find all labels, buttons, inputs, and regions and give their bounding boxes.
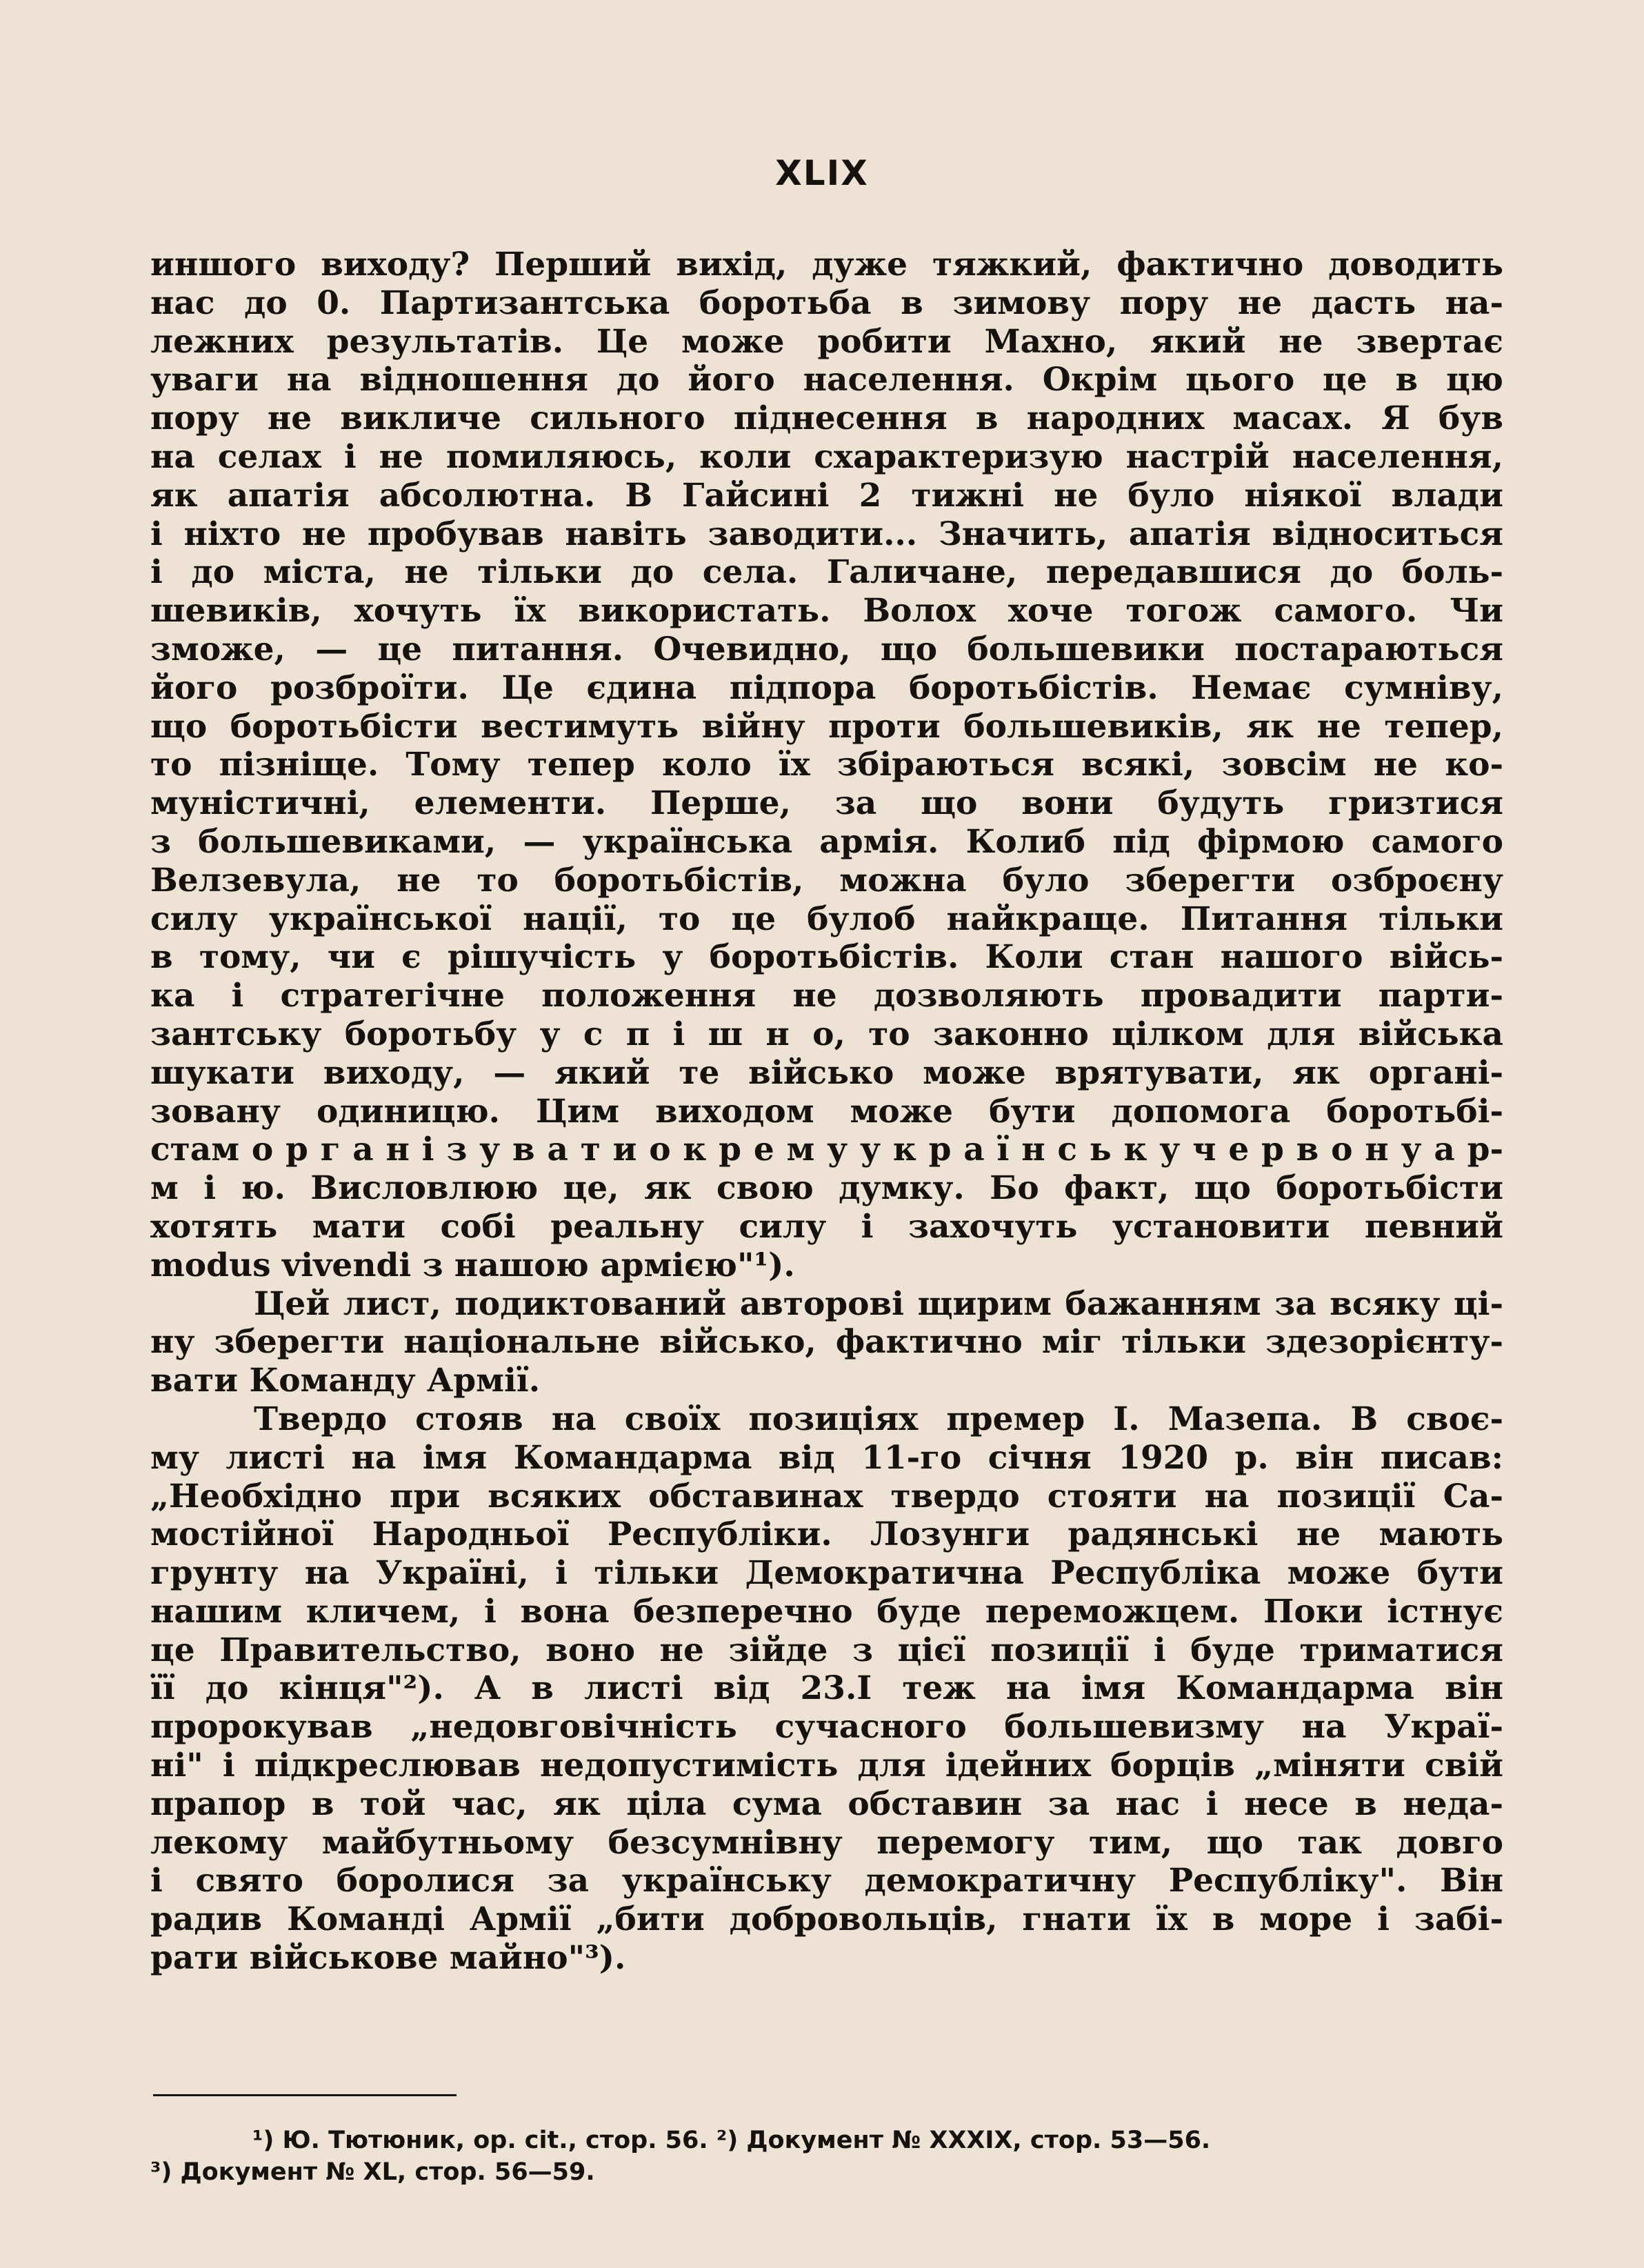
text-line: що боротьбісти вестимуть війну проти большевиків, як не тепер, xyxy=(150,707,1503,746)
text-line: вати Команду Армії. xyxy=(150,1362,541,1400)
text-line: мостійної Народньої Республіки. Лозунги радянські не мають xyxy=(150,1515,1503,1554)
text-line: пророкував „недовговічність сучасного большевизму на Украї- xyxy=(150,1708,1503,1747)
footnotes xyxy=(150,2125,1503,2188)
body-text xyxy=(150,246,1503,1978)
text-line: му листі на імя Командарма від 11-го січня 1920 р. він писав: xyxy=(150,1438,1503,1477)
text-line: його розброїти. Це єдина підпора боротьбістів. Немає сумніву, xyxy=(150,668,1503,707)
footnote-line: ³) Документ № XL, стор. 56—59. xyxy=(150,2158,595,2186)
text-line: грунту на Україні, і тільки Демократична Республіка може бути xyxy=(150,1554,1503,1593)
text-line: Твердо стояв на своїх позиціях премер І. Мазепа. В своє- xyxy=(254,1400,1503,1438)
text-line: зантську боротьбу у с п і ш н о, то законно цілком для війська xyxy=(150,1015,1503,1053)
text-line: нас до 0. Партизантська боротьба в зимову пору не дасть на- xyxy=(150,284,1503,322)
text-line: лекому майбутньому безсумнівну перемогу тим, що так довго xyxy=(150,1823,1503,1862)
text-line: лежних результатів. Це може робити Махно, який не звертає xyxy=(150,322,1503,361)
text-line: прапор в той час, як ціла сума обставин за нас і несе в неда- xyxy=(150,1784,1503,1823)
text-line: уваги на відношення до його населення. Окрім цього це в цю xyxy=(150,361,1503,399)
footnote-line: ¹) Ю. Тютюник, op. cit., стор. 56. ²) Документ № XXXIX, стор. 53—56. xyxy=(252,2127,1211,2154)
text-line: муністичні, елементи. Перше, за що вони будуть гризтися xyxy=(150,784,1503,823)
text-line: силу української нації, то це булоб найкраще. Питання тільки xyxy=(150,899,1503,938)
text-line: і свято боролися за українську демократичну Республіку". Він xyxy=(150,1862,1503,1900)
text-line: і ніхто не пробував навіть заводити... Значить, апатія відноситься xyxy=(150,515,1503,553)
text-line: її до кінця"²). А в листі від 23.І теж на імя Командарма він xyxy=(150,1669,1503,1708)
text-line: ну зберегти національне військо, фактично міг тільки здезорієнту- xyxy=(150,1323,1503,1362)
text-line: шевиків, хочуть їх використать. Волох хоче тогож самого. Чи xyxy=(150,592,1503,630)
text-line: це Правительство, воно не зійде з цієї позиції і буде триматися xyxy=(150,1631,1503,1669)
text-line: радив Команді Армії „бити добровольців, гнати їх в море і забі- xyxy=(150,1900,1503,1939)
text-line: нашим кличем, і вона безперечно буде переможцем. Поки істнує xyxy=(150,1592,1503,1631)
text-line: на селах і не помиляюсь, коли схарактеризую настрій населення, xyxy=(150,437,1503,476)
text-line: м і ю. Висловлюю це, як свою думку. Бо факт, що боротьбісти xyxy=(150,1169,1503,1208)
page-number: XLIX xyxy=(775,153,869,193)
text-line: шукати виходу, — який те військо може врятувати, як органі- xyxy=(150,1053,1503,1092)
text-line: то пізніще. Тому тепер коло їх збіраються всякі, зовсім не ко- xyxy=(150,746,1503,784)
text-line: Велзевула, не то боротьбістів, можна було зберегти озброєну xyxy=(150,861,1503,899)
text-line: хотять мати собі реальну силу і захочуть установити певний xyxy=(150,1207,1503,1246)
text-line: Цей лист, подиктований авторові щирим бажанням за всяку ці- xyxy=(254,1284,1503,1323)
text-line: зовану одиницю. Цим виходом може бути допомога боротьбі- xyxy=(150,1092,1503,1131)
text-line: иншого виходу? Перший вихід, дуже тяжкий, фактично доводить xyxy=(150,246,1503,284)
text-line: ні" і підкреслював недопустимість для ідейних борців „міняти свій xyxy=(150,1747,1503,1785)
text-line: ка і стратегічне положення не дозволяють провадити парти- xyxy=(150,977,1503,1015)
text-line: modus vivendi з нашою армією"¹). xyxy=(150,1246,795,1284)
text-line: як апатія абсолютна. В Гайсині 2 тижні не було ніякої влади xyxy=(150,476,1503,515)
text-line: стам о р г а н і з у в а т и о к р е м у у к р а ї н с ь к у ч е р в о н у а р- xyxy=(150,1131,1503,1169)
text-line: з большевиками, — українська армія. Колиб під фірмою самого xyxy=(150,822,1503,861)
text-line: в тому, чи є рішучість у боротьбістів. Коли стан нашого війсь- xyxy=(150,938,1503,977)
text-line: і до міста, не тільки до села. Галичане, передавшися до боль- xyxy=(150,553,1503,592)
text-line: рати військове майно"³). xyxy=(150,1939,626,1978)
text-line: зможе, — це питання. Очевидно, що большевики постараються xyxy=(150,630,1503,668)
text-line: „Необхідно при всяких обставинах твердо стояти на позиції Са- xyxy=(150,1477,1503,1515)
text-line: пору не викличе сильного піднесення в народних масах. Я був xyxy=(150,399,1503,438)
footnote-separator xyxy=(153,2094,457,2096)
